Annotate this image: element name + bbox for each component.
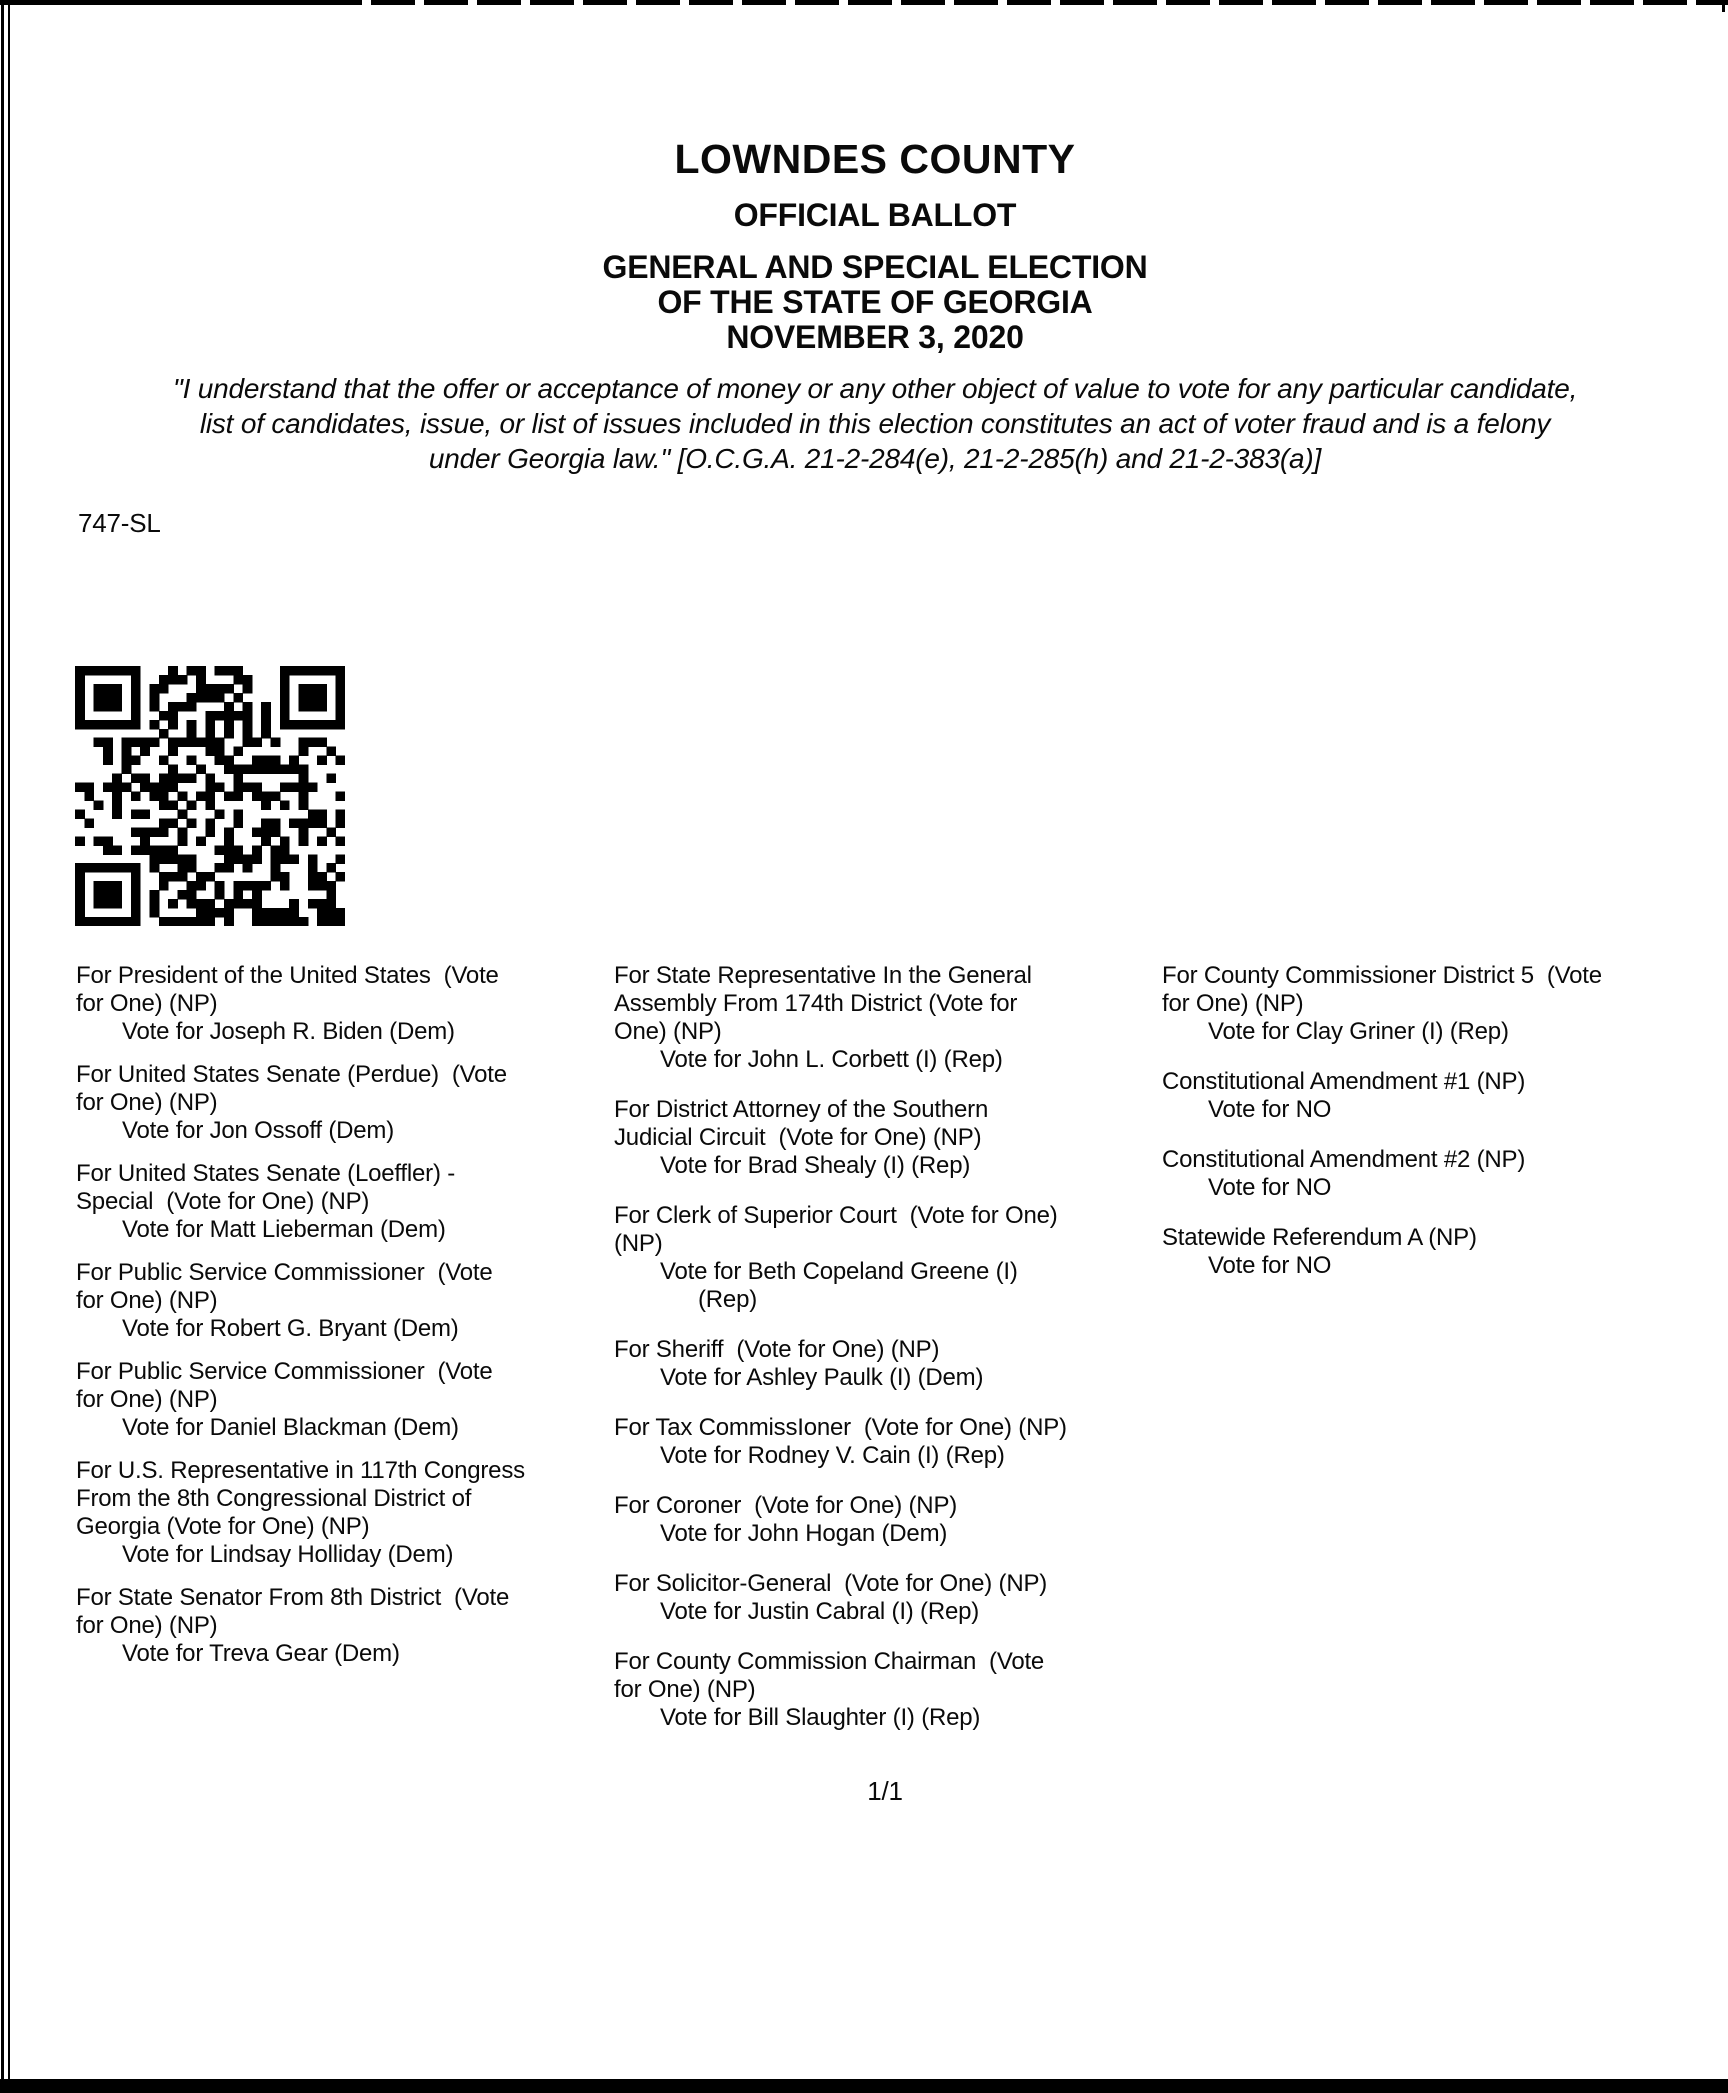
ballot-column-1 — [76, 962, 610, 1683]
voter-fraud-disclaimer — [20, 371, 1728, 476]
race-title-line: Statewide Referendum A (NP) — [1162, 1224, 1477, 1251]
race-title-line: For District Attorney of the Southern — [614, 1096, 989, 1123]
race-title-line: For State Senator From 8th District (Vote — [76, 1584, 510, 1611]
race-title-line: Georgia (Vote for One) (NP) — [76, 1513, 370, 1540]
right-border-tick — [1722, 0, 1725, 12]
race-entry — [614, 1648, 1158, 1732]
bottom-border-bar — [0, 2079, 1728, 2093]
disclaimer-line: "I understand that the offer or acceptance of money or any other object of value to vote for any particular candidate, — [172, 373, 1578, 404]
race-title-line: Special (Vote for One) (NP) — [76, 1188, 370, 1215]
race-title-line: for One) (NP) — [614, 1676, 756, 1703]
race-title-line: for One) (NP) — [76, 1287, 218, 1314]
race-title-line: Constitutional Amendment #2 (NP) — [1162, 1146, 1526, 1173]
race-entry — [76, 1358, 610, 1442]
vote-selection-line: Vote for Beth Copeland Greene (I) — [660, 1258, 1018, 1285]
vote-selection-line: Vote for Bill Slaughter (I) (Rep) — [660, 1704, 981, 1731]
vote-selection-line: Vote for Jon Ossoff (Dem) — [122, 1117, 394, 1144]
race-title-line: For Sheriff (Vote for One) (NP) — [614, 1336, 940, 1363]
race-entry — [614, 1202, 1158, 1314]
disclaimer-line: list of candidates, issue, or list of issues included in this election constitutes an act of voter fraud and is a felony — [199, 408, 1551, 439]
vote-selection-line: Vote for Clay Griner (I) (Rep) — [1208, 1018, 1509, 1045]
race-title-line: For United States Senate (Loeffler) - — [76, 1160, 456, 1187]
race-entry — [1162, 962, 1722, 1046]
vote-selection-line: Vote for NO — [1208, 1252, 1332, 1279]
race-title-line: For Solicitor-General (Vote for One) (NP) — [614, 1570, 1048, 1597]
vote-selection-line: Vote for Treva Gear (Dem) — [122, 1640, 400, 1667]
race-entry — [76, 1584, 610, 1668]
race-title-line: For Public Service Commissioner (Vote — [76, 1259, 493, 1286]
race-title-line: One) (NP) — [614, 1018, 722, 1045]
race-entry — [1162, 1068, 1722, 1124]
race-entry — [614, 1570, 1158, 1626]
race-entry — [1162, 1224, 1722, 1280]
vote-selection-line: (Rep) — [698, 1286, 758, 1313]
race-entry — [76, 962, 610, 1046]
race-title-line: for One) (NP) — [76, 1386, 218, 1413]
race-title-line: For Tax CommissIoner (Vote for One) (NP) — [614, 1414, 1067, 1441]
race-entry — [614, 1414, 1158, 1470]
race-entry — [76, 1457, 610, 1569]
race-title-line: From the 8th Congressional District of — [76, 1485, 472, 1512]
race-title-line: for One) (NP) — [76, 990, 218, 1017]
vote-selection-line: Vote for Justin Cabral (I) (Rep) — [660, 1598, 980, 1625]
race-title-line: For U.S. Representative in 117th Congress — [76, 1457, 525, 1484]
race-title-line: For Public Service Commissioner (Vote — [76, 1358, 493, 1385]
vote-selection-line: Vote for Joseph R. Biden (Dem) — [122, 1018, 455, 1045]
race-entry — [76, 1259, 610, 1343]
qr-code — [75, 666, 345, 926]
vote-selection-line: Vote for Daniel Blackman (Dem) — [122, 1414, 459, 1441]
race-entry — [76, 1061, 610, 1145]
ballot-type-title: OFFICIAL BALLOT — [733, 197, 1017, 233]
disclaimer-line: under Georgia law." [O.C.G.A. 21-2-284(e), 21-2-285(h) and 21-2-383(a)] — [428, 443, 1322, 474]
vote-selection-line: Vote for NO — [1208, 1096, 1332, 1123]
ballot-style-code: 747-SL — [78, 508, 161, 538]
vote-selection-line: Vote for Rodney V. Cain (I) (Rep) — [660, 1442, 1005, 1469]
election-title-line-2: OF THE STATE OF GEORGIA — [657, 284, 1093, 320]
race-title-line: For Coroner (Vote for One) (NP) — [614, 1492, 958, 1519]
election-title-line-3: NOVEMBER 3, 2020 — [726, 319, 1024, 355]
race-entry — [1162, 1146, 1722, 1202]
race-title-line: for One) (NP) — [76, 1612, 218, 1639]
race-title-line: Assembly From 174th District (Vote for — [614, 990, 1018, 1017]
race-entry — [614, 962, 1158, 1074]
race-title-line: for One) (NP) — [1162, 990, 1304, 1017]
vote-selection-line: Vote for Robert G. Bryant (Dem) — [122, 1315, 459, 1342]
race-title-line: Judicial Circuit (Vote for One) (NP) — [614, 1124, 982, 1151]
page-number: 1/1 — [867, 1776, 903, 1806]
race-title-line: For County Commissioner District 5 (Vote — [1162, 962, 1602, 989]
race-title-line: For State Representative In the General — [614, 962, 1032, 989]
race-title-line: for One) (NP) — [76, 1089, 218, 1116]
race-title-line: For President of the United States (Vote — [76, 962, 499, 989]
race-title-line: Constitutional Amendment #1 (NP) — [1162, 1068, 1526, 1095]
vote-selection-line: Vote for Lindsay Holliday (Dem) — [122, 1541, 454, 1568]
race-entry — [614, 1096, 1158, 1180]
county-title: LOWNDES COUNTY — [674, 136, 1076, 182]
vote-selection-line: Vote for Brad Shealy (I) (Rep) — [660, 1152, 971, 1179]
race-title-line: For United States Senate (Perdue) (Vote — [76, 1061, 507, 1088]
left-border-line-inner — [8, 0, 10, 2093]
race-title-line: For County Commission Chairman (Vote — [614, 1648, 1045, 1675]
vote-selection-line: Vote for Ashley Paulk (I) (Dem) — [660, 1364, 984, 1391]
vote-selection-line: Vote for Matt Lieberman (Dem) — [122, 1216, 446, 1243]
race-title-line: For Clerk of Superior Court (Vote for One) — [614, 1202, 1058, 1229]
ballot-column-3 — [1162, 962, 1722, 1302]
race-entry — [614, 1492, 1158, 1548]
left-border-line — [1, 0, 4, 2093]
vote-selection-line: Vote for NO — [1208, 1174, 1332, 1201]
vote-selection-line: Vote for John Hogan (Dem) — [660, 1520, 948, 1547]
ballot-column-2 — [614, 962, 1158, 1754]
race-title-line: (NP) — [614, 1230, 663, 1257]
vote-selection-line: Vote for John L. Corbett (I) (Rep) — [660, 1046, 1003, 1073]
top-border-line-solid — [0, 0, 340, 5]
election-title-line-1: GENERAL AND SPECIAL ELECTION — [602, 249, 1148, 285]
race-entry — [614, 1336, 1158, 1392]
race-entry — [76, 1160, 610, 1244]
